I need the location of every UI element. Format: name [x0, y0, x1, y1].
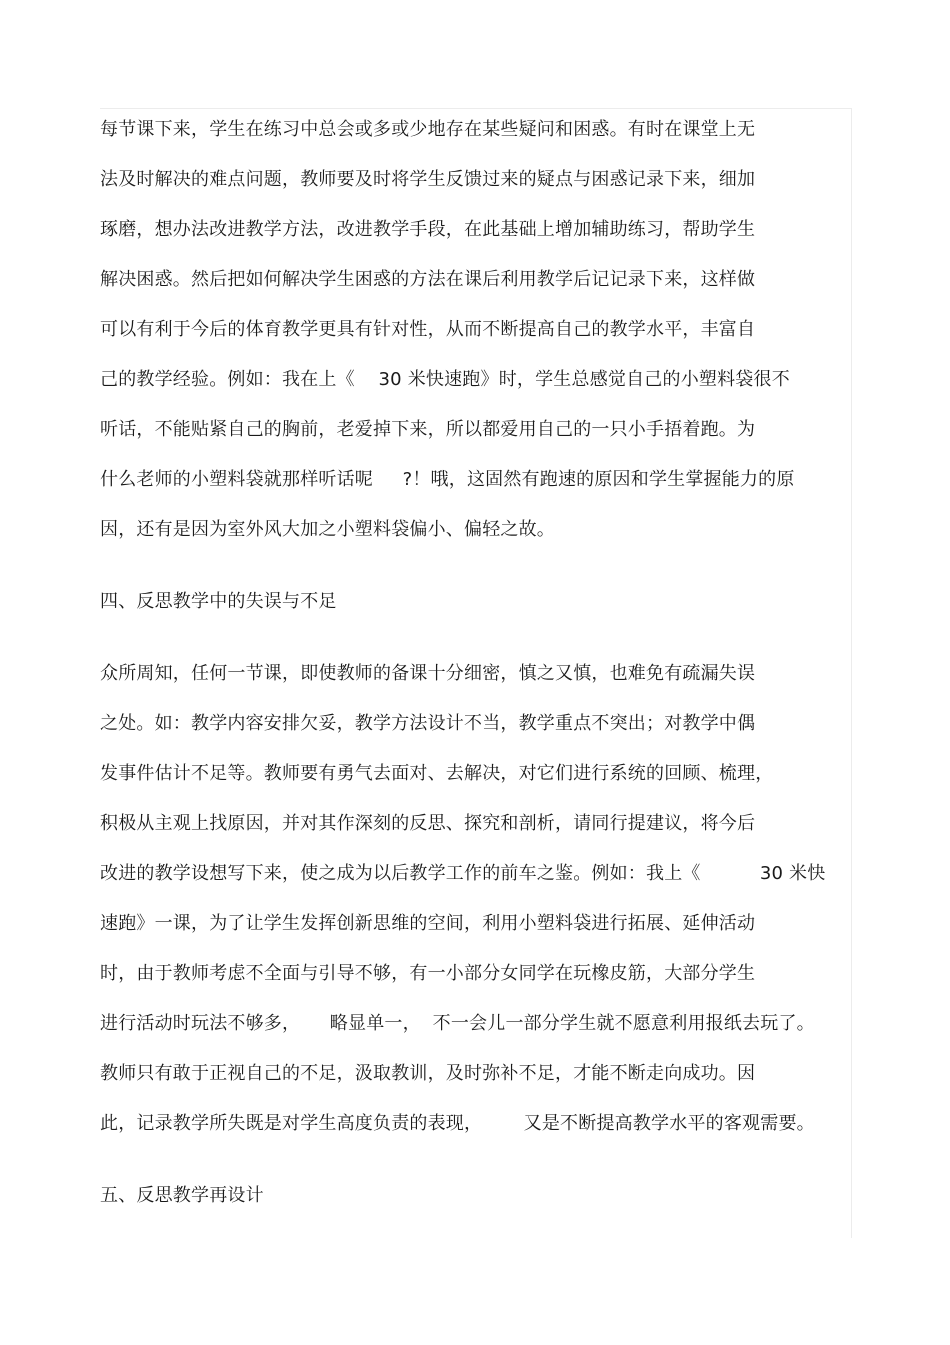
paragraph-line: 此，记录教学所失既是对学生高度负责的表现， 又是不断提高教学水平的客观需要。	[100, 1113, 815, 1134]
paragraph-line: 什么老师的小塑料袋就那样听话呢 ?！哦，这固然有跑速的原因和学生掌握能力的原	[100, 469, 795, 490]
paragraph-line: 发事件估计不足等。教师要有勇气去面对、去解决，对它们进行系统的回顾、梳理，	[100, 763, 774, 784]
paragraph-line: 时，由于教师考虑不全面与引导不够，有一小部分女同学在玩橡皮筋，大部分学生	[100, 963, 756, 984]
paragraph-line: 之处。如：教学内容安排欠妥，教学方法设计不当，教学重点不突出；对教学中偶	[100, 713, 756, 734]
paragraph-line: 法及时解决的难点问题，教师要及时将学生反馈过来的疑点与困惑记录下来，细加	[100, 169, 756, 190]
paragraph-line: 听话，不能贴紧自己的胸前，老爱掉下来，所以都爱用自己的一只小手捂着跑。为	[100, 419, 756, 440]
paragraph-line: 己的教学经验。例如：我在上《 30 米快速跑》时，学生总感觉自己的小塑料袋很不	[100, 369, 790, 390]
paragraph-line: 教师只有敢于正视自己的不足，汲取教训，及时弥补不足，才能不断走向成功。因	[100, 1063, 756, 1084]
paragraph-line: 改进的教学设想写下来，使之成为以后教学工作的前车之鉴。例如：我上《 30 米快	[100, 863, 826, 884]
paragraph-line: 因，还有是因为室外风大加之小塑料袋偏小、偏轻之故。	[100, 519, 555, 540]
paragraph-line: 琢磨，想办法改进教学方法，改进教学手段，在此基础上增加辅助练习，帮助学生	[100, 219, 756, 240]
paragraph-line: 众所周知，任何一节课，即使教师的备课十分细密，慎之又慎，也难免有疏漏失误	[100, 663, 756, 684]
section-heading-4: 四、反思教学中的失误与不足	[100, 591, 337, 612]
page-border-top	[100, 108, 851, 109]
page-border-right	[851, 108, 852, 1238]
paragraph-line: 可以有利于今后的体育教学更具有针对性，从而不断提高自己的教学水平，丰富自	[100, 319, 756, 340]
paragraph-line: 进行活动时玩法不够多， 略显单一， 不一会儿一部分学生就不愿意利用报纸去玩了。	[100, 1013, 815, 1034]
paragraph-line: 速跑》一课，为了让学生发挥创新思维的空间，利用小塑料袋进行拓展、延伸活动	[100, 913, 756, 934]
paragraph-line: 积极从主观上找原因，并对其作深刻的反思、探究和剖析，请同行提建议，将今后	[100, 813, 756, 834]
section-heading-5: 五、反思教学再设计	[100, 1185, 264, 1206]
paragraph-line: 解决困惑。然后把如何解决学生困惑的方法在课后利用教学后记记录下来，这样做	[100, 269, 756, 290]
paragraph-line: 每节课下来，学生在练习中总会或多或少地存在某些疑问和困惑。有时在课堂上无	[100, 119, 756, 140]
